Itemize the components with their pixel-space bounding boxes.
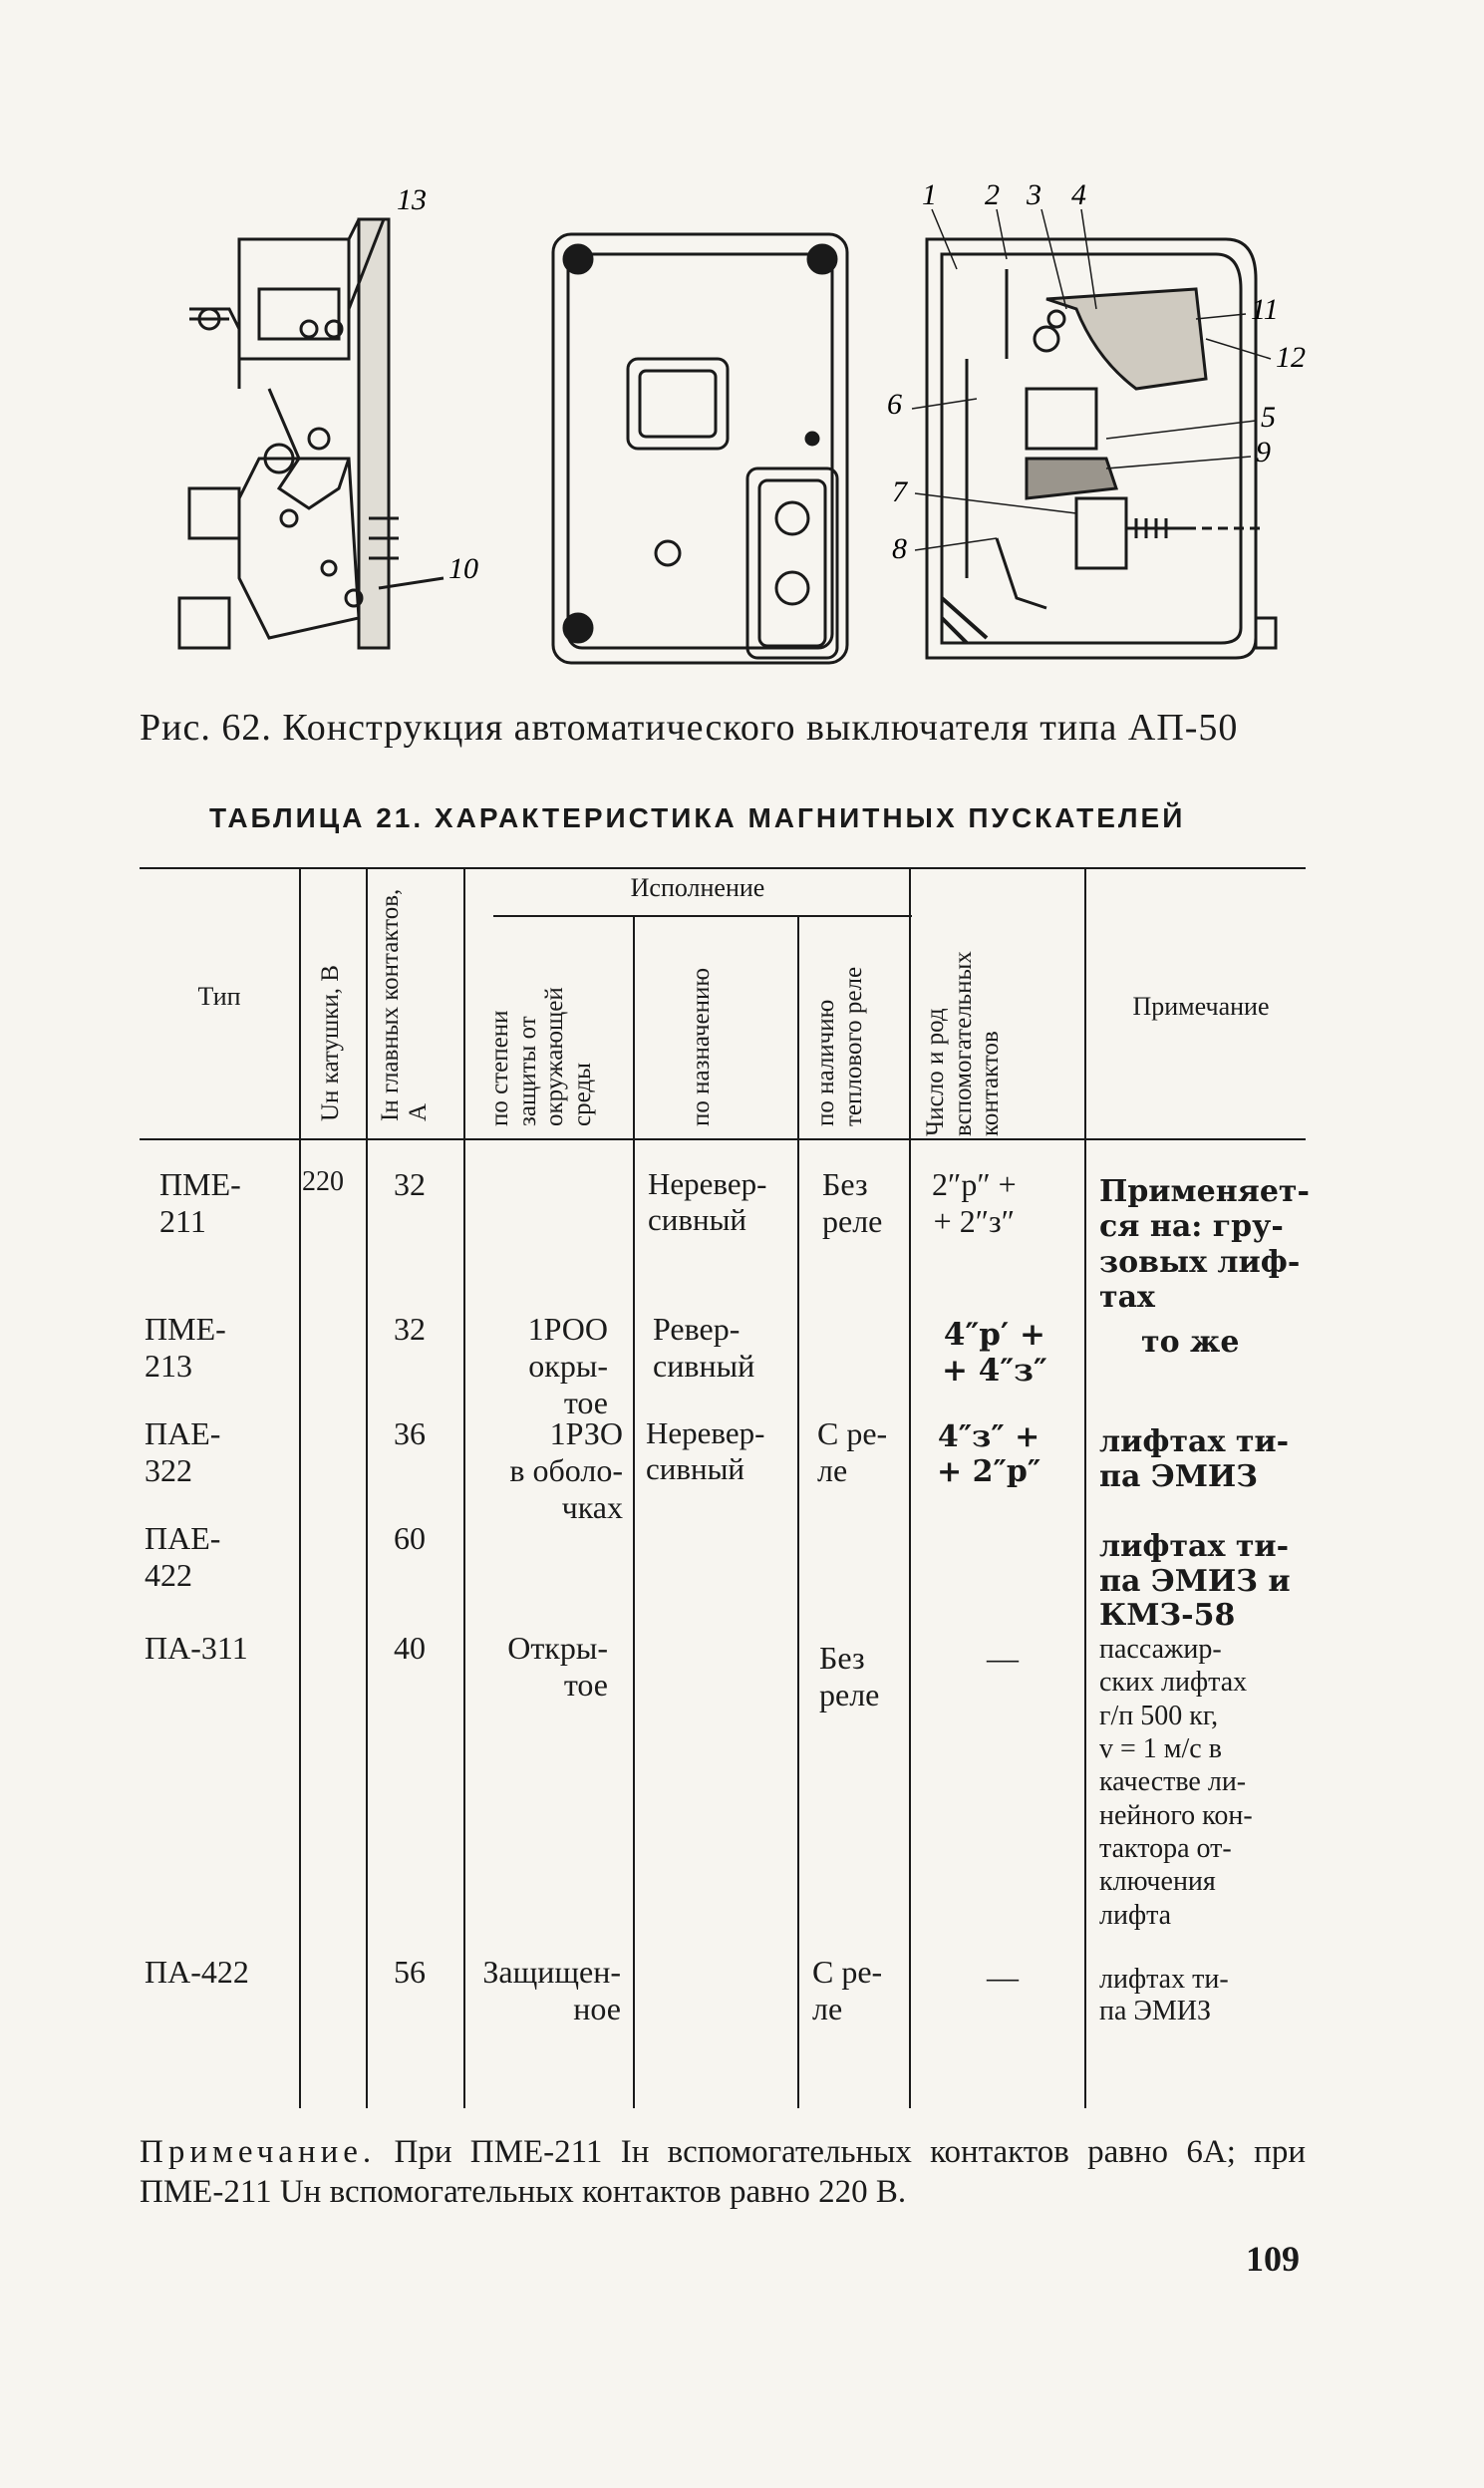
row6-protection: Защищен- ное [482, 1954, 621, 2026]
row3-protection: 1РЗО в оболо- чках [509, 1415, 623, 1525]
row6-note: лифтах ти- па ЭМИЗ [1099, 1964, 1229, 2027]
row2-purpose: Ревер- сивный [653, 1311, 755, 1384]
row4-type: ПАЕ- 422 [145, 1520, 221, 1593]
header-bottom-rule [140, 1138, 1306, 1140]
row6-aux: — [987, 1959, 1019, 1995]
row5-note: пассажир- ских лифтах г/п 500 кг, v = 1 м/с в качестве ли- нейного кон- тактора от- ключения лифта [1099, 1634, 1253, 1931]
row1-u: 220 [302, 1166, 344, 1197]
header-type: Тип [197, 982, 241, 1011]
footnote-text: При ПМЕ-211 Iн вспомогательных контактов равно 6А; при ПМЕ-211 Uн вспомогательных контактов равно 220 В. [140, 2134, 1306, 2210]
row2-aux: 4″р′ + + 4″з″ [942, 1317, 1047, 1389]
row1-note: Применяет- ся на: гру- зовых лиф- тах [1099, 1174, 1310, 1316]
callout-12: 12 [1276, 341, 1306, 374]
callout-5: 5 [1261, 401, 1276, 434]
col-rule [366, 867, 368, 2108]
callout-10: 10 [448, 552, 478, 585]
execution-group-rule [493, 915, 912, 917]
col-rule [633, 915, 635, 2108]
footnote-lead: Примечание. [140, 2134, 377, 2170]
row2-protection: 1РОО окры- тое [527, 1311, 608, 1420]
footnote [140, 2133, 1306, 2212]
header-purpose: по назначению [688, 967, 715, 1126]
row5-thermal: Без реле [819, 1640, 880, 1712]
row1-type: ПМЕ- 211 [159, 1166, 241, 1239]
callout-7: 7 [892, 475, 907, 508]
callout-2: 2 [985, 178, 1000, 211]
row5-protection: Откры- тое [507, 1630, 608, 1703]
row3-aux: 4″з″ + + 2″р″ [937, 1419, 1041, 1489]
table-top-rule [140, 867, 1306, 869]
row2-note: то же [1141, 1325, 1240, 1360]
callout-4: 4 [1071, 178, 1086, 211]
header-execution: Исполнение [630, 873, 765, 902]
figure-caption: Рис. 62. Конструкция автоматического выключателя типа АП-50 [140, 707, 1239, 749]
callout-11: 11 [1251, 293, 1279, 326]
header-i-main: Iн главных контактов, А [377, 888, 432, 1121]
row6-thermal: С ре- ле [812, 1954, 883, 2026]
page-number: 109 [1246, 2239, 1300, 2279]
callout-1: 1 [922, 178, 937, 211]
row5-aux: — [987, 1640, 1019, 1676]
row6-i: 56 [394, 1954, 426, 1990]
header-note: Примечание [1132, 992, 1270, 1021]
row2-i: 32 [394, 1311, 426, 1347]
row5-type: ПА-311 [145, 1630, 248, 1666]
row4-note: лифтах ти- па ЭМИЗ и КМЗ-58 [1099, 1529, 1291, 1633]
row4-i: 60 [394, 1520, 426, 1556]
callout-13: 13 [397, 183, 427, 216]
header-thermal: по наличию теплового реле [812, 966, 867, 1126]
row3-i: 36 [394, 1415, 426, 1451]
row3-type: ПАЕ- 322 [145, 1415, 221, 1488]
row5-i: 40 [394, 1630, 426, 1666]
row2-type: ПМЕ- 213 [145, 1311, 226, 1384]
col-rule [299, 867, 301, 2108]
callout-6: 6 [887, 388, 902, 421]
row1-purpose: Неревер- сивный [648, 1166, 767, 1237]
row1-aux: 2″р″ + + 2″з″ [932, 1166, 1017, 1239]
row1-thermal: Без реле [822, 1166, 883, 1239]
callout-3: 3 [1027, 178, 1041, 211]
col-rule [797, 915, 799, 2108]
row3-purpose: Неревер- сивный [646, 1415, 765, 1486]
header-u-coil: Uн катушки, В [317, 965, 344, 1121]
row1-i: 32 [394, 1166, 426, 1202]
callout-8: 8 [892, 532, 907, 565]
row6-type: ПА-422 [145, 1954, 249, 1990]
row3-thermal: С ре- ле [817, 1415, 888, 1488]
col-rule [1084, 867, 1086, 2108]
table-title: ТАБЛИЦА 21. ХАРАКТЕРИСТИКА МАГНИТНЫХ ПУСКАТЕЛЕЙ [209, 802, 1186, 833]
header-protection: по степени защиты от окружающей среды [486, 987, 596, 1126]
callout-9: 9 [1256, 436, 1271, 468]
header-aux-contacts: Число и род вспомогательных контактов [922, 951, 1004, 1136]
col-rule [463, 867, 465, 2108]
row3-note: лифтах ти- па ЭМИЗ [1099, 1424, 1290, 1494]
